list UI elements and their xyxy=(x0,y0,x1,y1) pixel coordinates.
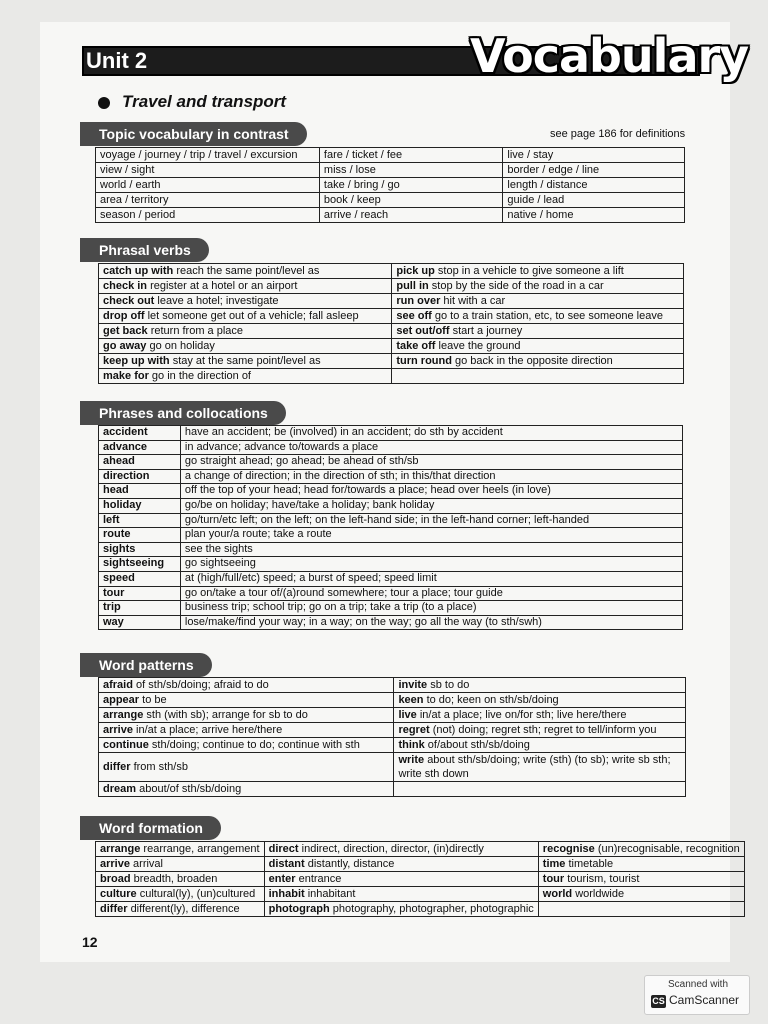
table-cell xyxy=(394,708,686,723)
word-pattern-usage: about sth/sb/doing; write (sth) (to sb); write sb sth; write sth down xyxy=(398,754,671,780)
table-row xyxy=(99,782,686,797)
word-formation-heading: Word formation xyxy=(80,816,221,840)
table-row xyxy=(99,324,684,339)
word-pattern-term: think xyxy=(398,739,425,751)
word-pattern-usage: about/of sth/sb/doing xyxy=(139,783,242,795)
collocation-keyword xyxy=(99,586,181,601)
table-row xyxy=(99,586,683,601)
word-formation-forms: distantly, distance xyxy=(307,858,395,870)
word-pattern-term: dream xyxy=(103,783,137,795)
table-cell xyxy=(99,782,394,797)
topic-cell: length / distance xyxy=(503,178,685,193)
table-row xyxy=(99,440,683,455)
table-row xyxy=(99,753,686,782)
table-cell xyxy=(392,309,684,324)
collocation-keyword xyxy=(99,484,181,499)
table-row xyxy=(99,354,684,369)
table-cell xyxy=(96,887,265,902)
collocation-keyword xyxy=(99,601,181,616)
collocation-keyword-text: ahead xyxy=(103,455,135,468)
word-formation-root: recognise xyxy=(542,843,595,855)
collocation-keyword-text: head xyxy=(103,484,129,497)
collocation-phrases: go sightseeing xyxy=(180,557,682,572)
word-pattern-usage: to be xyxy=(142,694,167,706)
word-formation-root: enter xyxy=(268,873,296,885)
collocation-keyword xyxy=(99,542,181,557)
phrasal-verb-term: pick up xyxy=(396,265,435,277)
table-row xyxy=(96,208,685,223)
collocation-keyword-text: direction xyxy=(103,469,150,482)
word-formation-root: direct xyxy=(268,843,299,855)
collocation-keyword xyxy=(99,615,181,630)
table-cell xyxy=(538,842,744,857)
table-cell xyxy=(264,902,538,917)
word-pattern-usage: sth (with sb); arrange for sb to do xyxy=(146,709,308,721)
collocation-keyword-text: sights xyxy=(103,542,136,555)
word-formation-root: tour xyxy=(542,873,565,885)
table-cell xyxy=(392,294,684,309)
camscanner-logo-icon: CS xyxy=(652,996,665,1006)
phrasal-verb-definition: register at a hotel or an airport xyxy=(150,280,298,292)
topic-cell: area / territory xyxy=(96,193,320,208)
collocation-phrases: have an accident; be (involved) in an accident; do sth by accident xyxy=(180,426,682,441)
collocation-keyword-text: way xyxy=(103,615,124,628)
table-cell xyxy=(99,264,392,279)
collocation-phrases: at (high/full/etc) speed; a burst of speed; speed limit xyxy=(180,571,682,586)
word-formation-root: culture xyxy=(100,888,137,900)
collocation-keyword-text: advance xyxy=(103,440,148,453)
word-formation-table xyxy=(95,841,745,917)
table-cell xyxy=(99,708,394,723)
phrasal-verbs-table xyxy=(98,263,684,384)
word-pattern-usage: from sth/sb xyxy=(133,761,188,773)
phrasal-verb-term: check in xyxy=(103,280,148,292)
word-pattern-term: regret xyxy=(398,724,430,736)
table-row xyxy=(96,163,685,178)
table-row xyxy=(99,294,684,309)
table-cell xyxy=(394,782,686,797)
collocation-phrases: go on/take a tour of/(a)round somewhere; tour a place; tour guide xyxy=(180,586,682,601)
topic-cell: native / home xyxy=(503,208,685,223)
phrasal-verb-term: take off xyxy=(396,340,436,352)
word-pattern-usage: of sth/sb/doing; afraid to do xyxy=(136,679,269,691)
table-cell xyxy=(392,279,684,294)
table-cell xyxy=(394,723,686,738)
collocation-keyword xyxy=(99,557,181,572)
table-row xyxy=(96,178,685,193)
table-row xyxy=(99,484,683,499)
table-row xyxy=(99,455,683,470)
phrasal-verb-definition: stop in a vehicle to give someone a lift xyxy=(437,265,624,277)
table-cell xyxy=(96,872,265,887)
topic-cell: world / earth xyxy=(96,178,320,193)
phrasal-verb-definition: let someone get out of a vehicle; fall asleep xyxy=(147,310,359,322)
table-cell xyxy=(392,339,684,354)
word-formation-forms: worldwide xyxy=(575,888,625,900)
word-formation-forms: arrival xyxy=(133,858,163,870)
word-pattern-usage: sb to do xyxy=(430,679,470,691)
table-row xyxy=(99,723,686,738)
table-row xyxy=(99,309,684,324)
word-pattern-term: afraid xyxy=(103,679,133,691)
collocation-keyword xyxy=(99,498,181,513)
word-formation-forms: breadth, broaden xyxy=(133,873,218,885)
word-pattern-term: live xyxy=(398,709,417,721)
phrasal-verb-term: drop off xyxy=(103,310,145,322)
table-row xyxy=(99,426,683,441)
phrasal-verb-term: keep up with xyxy=(103,355,170,367)
collocation-keyword xyxy=(99,513,181,528)
table-row xyxy=(99,693,686,708)
word-formation-forms: different(ly), difference xyxy=(130,903,240,915)
word-pattern-usage: of/about sth/sb/doing xyxy=(427,739,530,751)
collocation-keyword-text: trip xyxy=(103,601,121,614)
phrasal-verb-term: catch up with xyxy=(103,265,174,277)
phrasal-verb-term: go away xyxy=(103,340,147,352)
table-cell xyxy=(99,723,394,738)
table-cell xyxy=(394,738,686,753)
collocation-keyword xyxy=(99,426,181,441)
table-cell xyxy=(99,279,392,294)
phrasal-verb-definition: return from a place xyxy=(150,325,244,337)
collocation-keyword-text: route xyxy=(103,528,131,541)
table-row xyxy=(99,513,683,528)
word-formation-root: world xyxy=(542,888,573,900)
word-pattern-term: invite xyxy=(398,679,428,691)
table-cell xyxy=(538,902,744,917)
word-formation-root: arrive xyxy=(100,858,130,870)
word-formation-root: broad xyxy=(100,873,131,885)
table-row xyxy=(99,571,683,586)
collocation-phrases: see the sights xyxy=(180,542,682,557)
topic-cell: border / edge / line xyxy=(503,163,685,178)
table-row xyxy=(99,615,683,630)
table-row xyxy=(96,857,745,872)
table-cell xyxy=(394,678,686,693)
word-pattern-term: appear xyxy=(103,694,140,706)
phrasal-verb-definition: stop by the side of the road in a car xyxy=(431,280,604,292)
phrasal-verb-term: get back xyxy=(103,325,148,337)
table-cell xyxy=(99,738,394,753)
stamp-scanned-text: Scanned with xyxy=(667,979,729,990)
table-cell xyxy=(99,369,392,384)
table-cell xyxy=(99,294,392,309)
word-formation-forms: inhabitant xyxy=(307,888,356,900)
phrasal-verb-term: pull in xyxy=(396,280,429,292)
word-patterns-heading: Word patterns xyxy=(80,653,212,677)
word-formation-root: differ xyxy=(100,903,128,915)
table-cell xyxy=(538,857,744,872)
definitions-note: see page 186 for definitions xyxy=(550,128,686,140)
word-formation-forms: cultural(ly), (un)cultured xyxy=(139,888,256,900)
table-row xyxy=(99,469,683,484)
word-formation-forms: entrance xyxy=(298,873,342,885)
camscanner-stamp xyxy=(644,975,750,1015)
phrasal-verb-definition: leave a hotel; investigate xyxy=(157,295,279,307)
phrasal-verb-definition: go in the direction of xyxy=(151,370,251,382)
word-formation-forms: indirect, direction, director, (in)directly xyxy=(301,843,484,855)
phrasal-verb-definition: go back in the opposite direction xyxy=(455,355,613,367)
topic-cell: miss / lose xyxy=(319,163,503,178)
table-cell xyxy=(264,872,538,887)
collocation-keyword-text: accident xyxy=(103,426,148,438)
vocabulary-title: Vocabulary xyxy=(470,29,749,83)
table-cell xyxy=(96,902,265,917)
phrasal-verb-term: make for xyxy=(103,370,149,382)
phrasal-verb-definition: reach the same point/level as xyxy=(176,265,320,277)
table-cell xyxy=(538,872,744,887)
table-cell xyxy=(538,887,744,902)
collocation-keyword-text: left xyxy=(103,513,120,526)
phrasal-verb-term: set out/off xyxy=(396,325,450,337)
topic-cell: book / keep xyxy=(319,193,503,208)
table-row xyxy=(96,842,745,857)
table-cell xyxy=(264,887,538,902)
phrases-collocations-table xyxy=(98,425,683,630)
topic-cell: view / sight xyxy=(96,163,320,178)
word-formation-root: inhabit xyxy=(268,888,305,900)
word-formation-root: arrange xyxy=(100,843,141,855)
word-pattern-term: write xyxy=(398,754,425,766)
table-cell xyxy=(99,309,392,324)
collocation-keyword xyxy=(99,528,181,543)
topic-cell: guide / lead xyxy=(503,193,685,208)
word-formation-root: time xyxy=(542,858,566,870)
phrasal-verb-definition: stay at the same point/level as xyxy=(172,355,321,367)
table-row xyxy=(99,601,683,616)
phrasal-verb-definition: leave the ground xyxy=(438,340,521,352)
table-cell xyxy=(99,678,394,693)
word-pattern-term: arrange xyxy=(103,709,144,721)
table-cell xyxy=(394,753,686,782)
collocation-keyword-text: tour xyxy=(103,586,125,599)
table-cell xyxy=(99,753,394,782)
word-formation-root: distant xyxy=(268,858,305,870)
collocation-phrases: go straight ahead; go ahead; be ahead of sth/sb xyxy=(180,455,682,470)
collocation-phrases: lose/make/find your way; in a way; on the way; go all the way (to sth/swh) xyxy=(180,615,682,630)
topic-cell: take / bring / go xyxy=(319,178,503,193)
word-pattern-usage: in/at a place; arrive here/there xyxy=(136,724,283,736)
collocation-phrases: a change of direction; in the direction of sth; in this/that direction xyxy=(180,469,682,484)
word-formation-forms: photography, photographer, photographic xyxy=(332,903,534,915)
word-pattern-usage: in/at a place; live on/for sth; live here/there xyxy=(419,709,627,721)
table-row xyxy=(99,542,683,557)
phrasal-verb-term: run over xyxy=(396,295,441,307)
unit-label: Unit 2 xyxy=(86,48,148,73)
table-cell xyxy=(96,842,265,857)
table-cell xyxy=(96,857,265,872)
word-formation-forms: timetable xyxy=(568,858,614,870)
table-cell xyxy=(99,693,394,708)
word-formation-root: photograph xyxy=(268,903,330,915)
collocation-phrases: go/turn/etc left; on the left; on the left-hand side; in the left-hand corner; left-handed xyxy=(180,513,682,528)
table-cell xyxy=(392,369,684,384)
table-row xyxy=(96,872,745,887)
word-formation-forms: (un)recognisable, recognition xyxy=(597,843,740,855)
collocation-keyword-text: speed xyxy=(103,571,135,584)
word-formation-forms: rearrange, arrangement xyxy=(143,843,260,855)
table-row xyxy=(99,528,683,543)
table-row xyxy=(99,498,683,513)
collocation-phrases: plan your/a route; take a route xyxy=(180,528,682,543)
table-cell xyxy=(392,324,684,339)
phrasal-verb-term: see off xyxy=(396,310,432,322)
table-row xyxy=(96,148,685,163)
table-row xyxy=(99,264,684,279)
phrasal-verbs-heading: Phrasal verbs xyxy=(80,238,209,262)
word-pattern-usage: to do; keen on sth/sb/doing xyxy=(426,694,559,706)
word-pattern-term: keen xyxy=(398,694,424,706)
table-row xyxy=(99,279,684,294)
word-patterns-table xyxy=(98,677,686,797)
topic-vocabulary-heading: Topic vocabulary in contrast xyxy=(80,122,307,146)
table-row xyxy=(99,339,684,354)
collocation-phrases: off the top of your head; head for/towards a place; head over heels (in love) xyxy=(180,484,682,499)
word-pattern-term: continue xyxy=(103,739,149,751)
collocation-phrases: in advance; advance to/towards a place xyxy=(180,440,682,455)
word-pattern-usage: sth/doing; continue to do; continue with sth xyxy=(151,739,360,751)
table-cell xyxy=(99,324,392,339)
word-pattern-usage: (not) doing; regret sth; regret to tell/inform you xyxy=(432,724,657,736)
bullet-icon xyxy=(98,97,110,109)
table-row xyxy=(96,193,685,208)
word-formation-forms: tourism, tourist xyxy=(567,873,640,885)
topic-cell: live / stay xyxy=(503,148,685,163)
collocation-keyword-text: sightseeing xyxy=(103,557,165,570)
page-number: 12 xyxy=(82,934,98,950)
table-cell xyxy=(264,842,538,857)
topic-cell: voyage / journey / trip / travel / excursion xyxy=(96,148,320,163)
phrasal-verb-definition: go on holiday xyxy=(149,340,215,352)
topic-vocabulary-table xyxy=(95,147,685,223)
collocation-keyword xyxy=(99,469,181,484)
table-row xyxy=(99,738,686,753)
collocation-phrases: go/be on holiday; have/take a holiday; bank holiday xyxy=(180,498,682,513)
topic-cell: arrive / reach xyxy=(319,208,503,223)
phrasal-verb-definition: go to a train station, etc, to see someone leave xyxy=(434,310,663,322)
section-subtitle: Travel and transport xyxy=(122,92,287,111)
table-cell xyxy=(394,693,686,708)
collocation-keyword xyxy=(99,455,181,470)
table-row xyxy=(96,887,745,902)
stamp-brand-name: CamScanner xyxy=(669,993,740,1007)
phrasal-verb-term: turn round xyxy=(396,355,452,367)
phrases-collocations-heading: Phrases and collocations xyxy=(80,401,286,425)
table-row xyxy=(99,678,686,693)
collocation-keyword xyxy=(99,571,181,586)
collocation-phrases: business trip; school trip; go on a trip; take a trip (to a place) xyxy=(180,601,682,616)
table-cell xyxy=(392,264,684,279)
table-cell xyxy=(392,354,684,369)
topic-cell: season / period xyxy=(96,208,320,223)
word-pattern-term: differ xyxy=(103,761,131,773)
phrasal-verb-definition: hit with a car xyxy=(443,295,506,307)
topic-cell: fare / ticket / fee xyxy=(319,148,503,163)
phrasal-verb-term: check out xyxy=(103,295,155,307)
collocation-keyword-text: holiday xyxy=(103,498,142,511)
phrasal-verb-definition: start a journey xyxy=(452,325,523,337)
table-cell xyxy=(99,339,392,354)
collocation-keyword xyxy=(99,440,181,455)
table-row xyxy=(99,708,686,723)
table-cell xyxy=(264,857,538,872)
table-cell xyxy=(99,354,392,369)
table-row xyxy=(99,557,683,572)
table-row xyxy=(99,369,684,384)
word-pattern-term: arrive xyxy=(103,724,133,736)
table-row xyxy=(96,902,745,917)
